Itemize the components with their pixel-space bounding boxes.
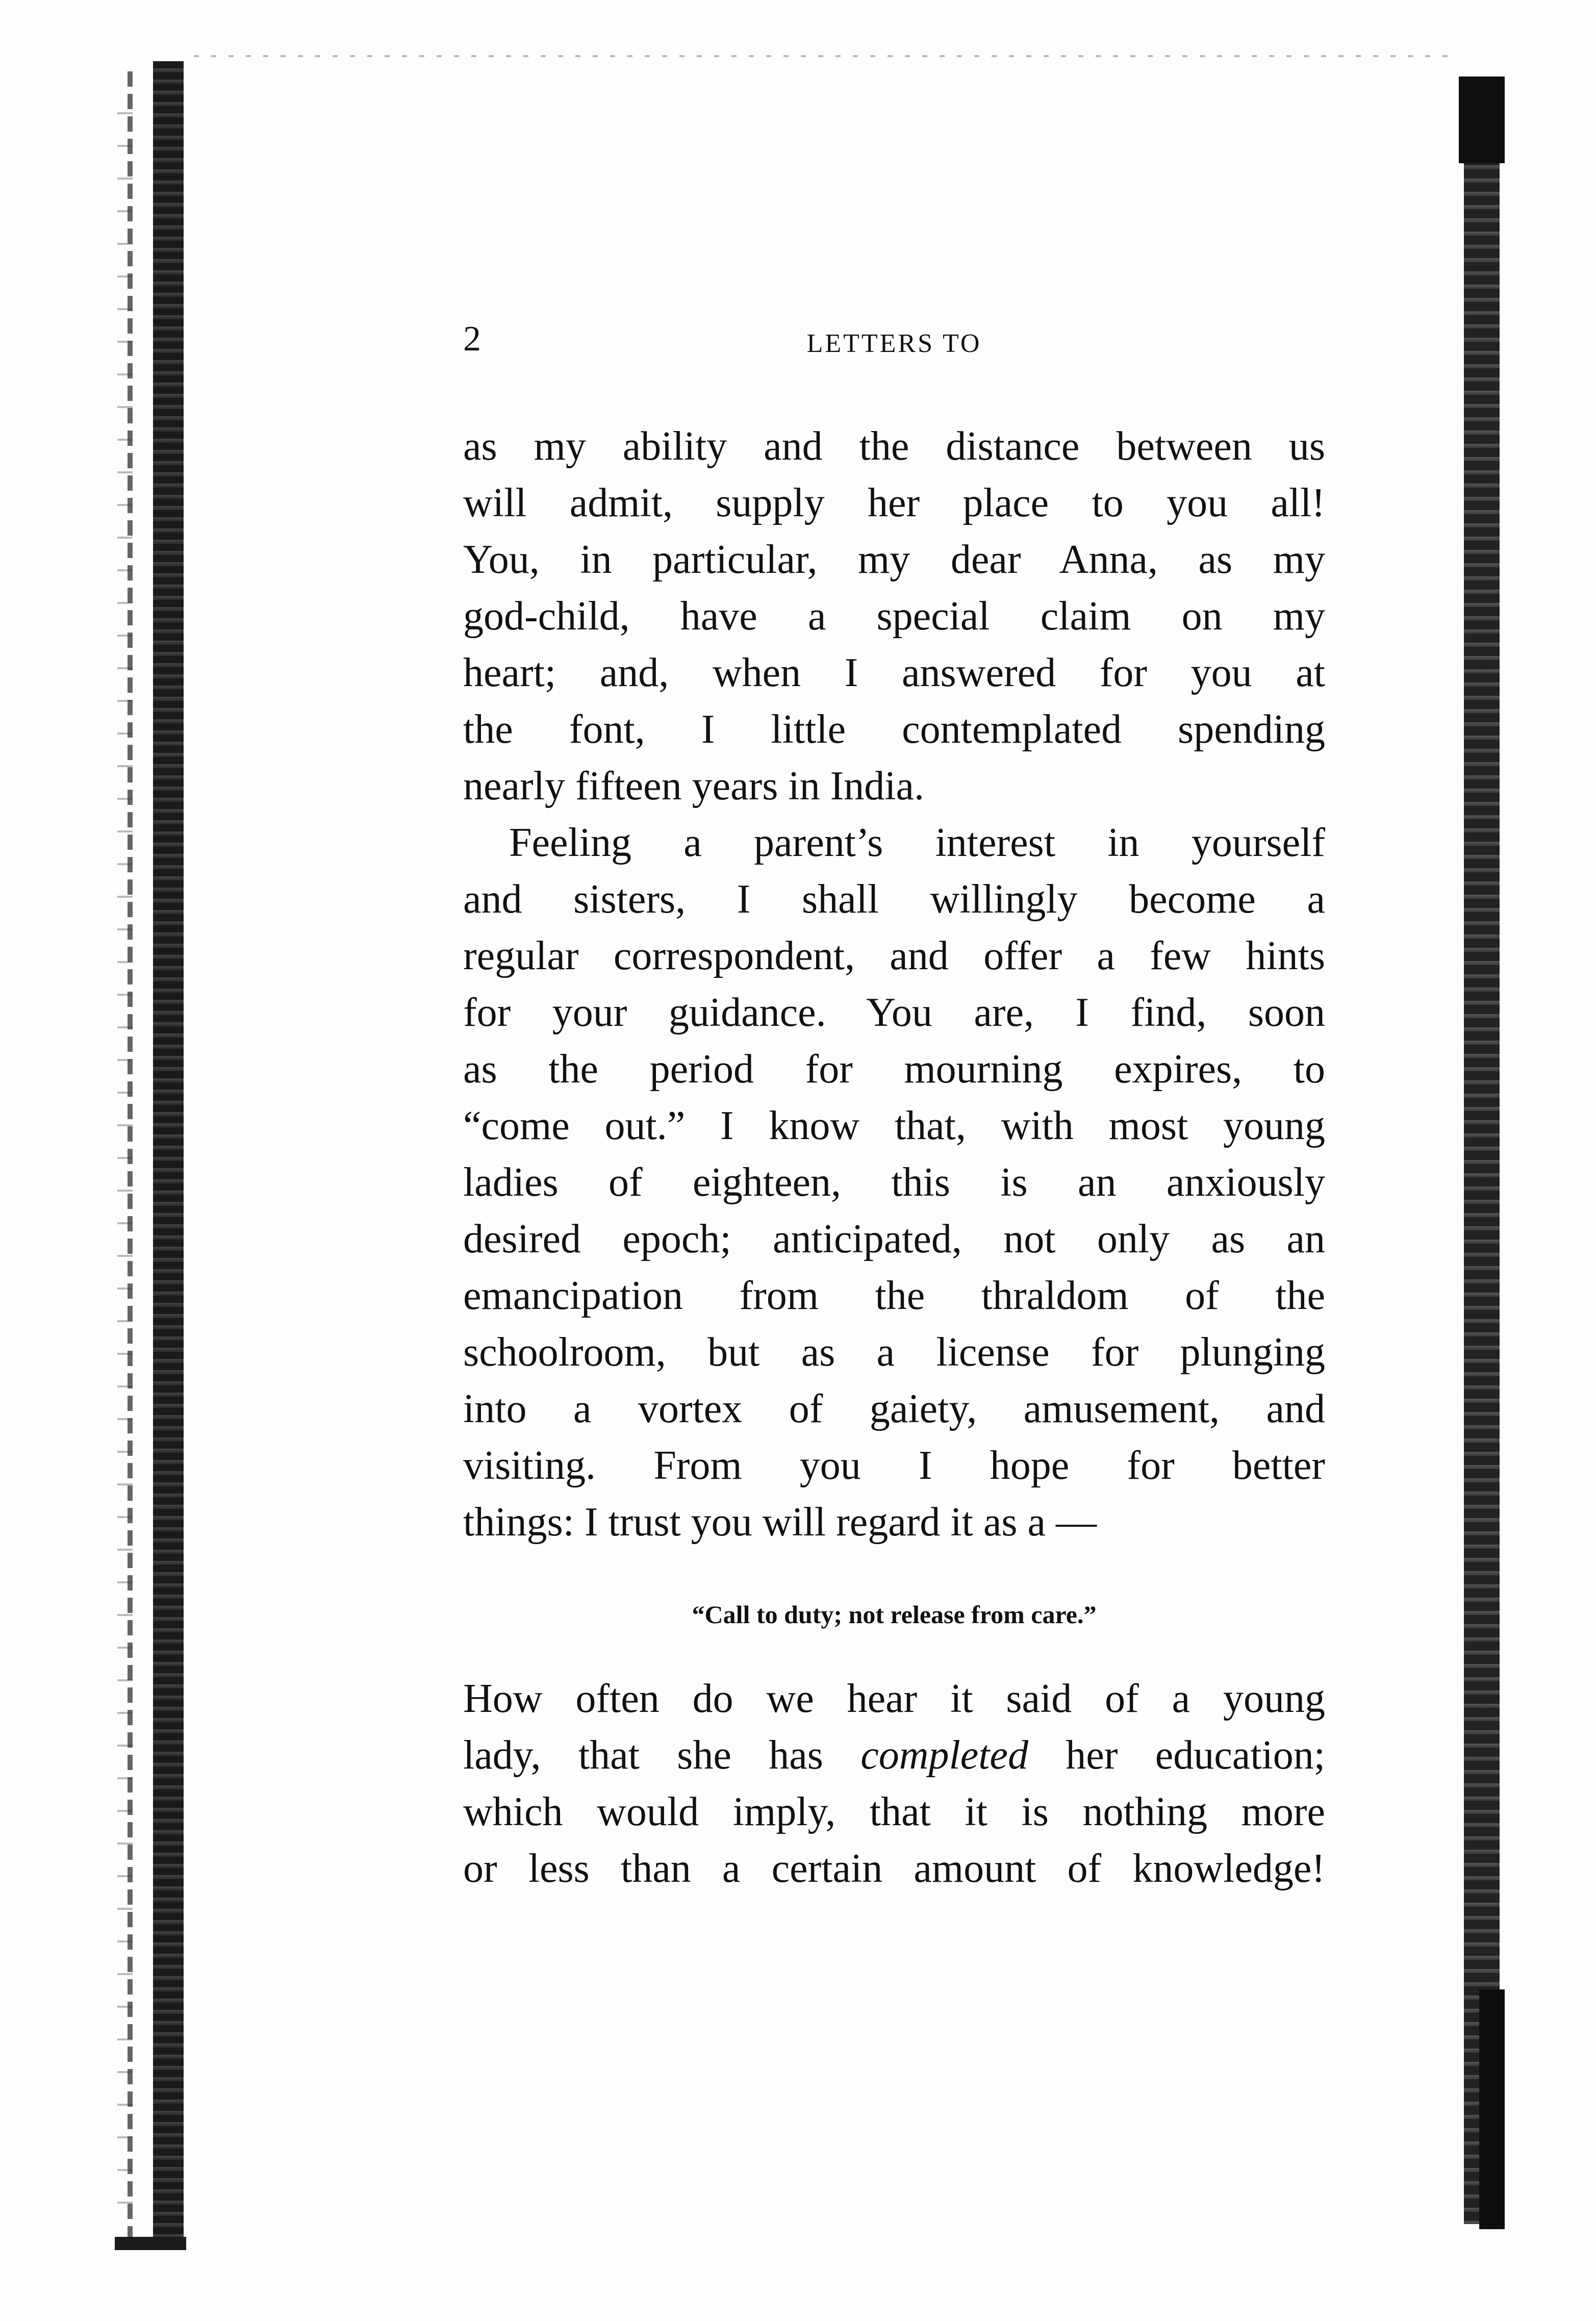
body-text-continued xyxy=(463,1671,1325,1897)
paragraph-2-line: schoolroom, but as a license for plunging xyxy=(463,1330,1325,1375)
scan-artifact-left-spine-foot xyxy=(115,2237,186,2250)
paragraph-2-line: as the period for mourning expires, to xyxy=(463,1047,1325,1092)
scan-artifact-left-spine xyxy=(153,61,184,2250)
paragraph-1-line: heart; and, when I answered for you at xyxy=(463,650,1325,695)
paragraph-2-line: visiting. From you I hope for better xyxy=(463,1443,1325,1488)
paragraph-2-line: regular correspondent, and offer a few hints xyxy=(463,934,1325,978)
paragraph-2-line: desired epoch; anticipated, not only as an xyxy=(463,1217,1325,1262)
body-text xyxy=(463,418,1325,1551)
running-head: LETTERS TO xyxy=(806,329,982,358)
paragraph-2-line: emancipation from the thraldom of the xyxy=(463,1273,1325,1318)
paragraph-1-line: god-child, have a special claim on my xyxy=(463,594,1325,639)
paragraph-2-line: ladies of eighteen, this is an anxiously xyxy=(463,1160,1325,1205)
scan-artifact-right-edge xyxy=(1464,77,1500,2224)
paragraph-3-line: How often do we hear it said of a young xyxy=(463,1676,1325,1721)
scan-artifact-top-rule xyxy=(194,55,1459,57)
paragraph-2-line: and sisters, I shall willingly become a xyxy=(463,877,1325,922)
paragraph-1-line: the font, I little contemplated spending xyxy=(463,707,1325,752)
paragraph-1-line: as my ability and the distance between us xyxy=(463,424,1325,469)
paragraph-2-line: things: I trust you will regard it as a — xyxy=(463,1500,1097,1545)
page-header xyxy=(463,321,1325,367)
scan-artifact-right-edge-bottom xyxy=(1479,1989,1505,2229)
emphasized-word: completed xyxy=(860,1733,1028,1778)
paragraph-2-line: Feeling a parent’s interest in yourself xyxy=(509,820,1325,865)
scan-artifact-right-edge-top xyxy=(1459,77,1505,163)
paragraph-2-line: for your guidance. You are, I find, soon xyxy=(463,990,1325,1035)
scan-artifact-gutter-thin xyxy=(128,71,133,2250)
paragraph-1-line: You, in particular, my dear Anna, as my xyxy=(463,537,1325,582)
paragraph-3-line: or less than a certain amount of knowledge! xyxy=(463,1846,1325,1891)
line-text: lady, that she has xyxy=(463,1733,861,1778)
epigraph-quote: “Call to duty; not release from care.” xyxy=(692,1600,1097,1629)
paragraph-3-line: which would imply, that it is nothing more xyxy=(463,1789,1325,1834)
paragraph-3-line xyxy=(463,1727,1325,1784)
page-number: 2 xyxy=(463,319,481,359)
paragraph-1-line: nearly fifteen years in India. xyxy=(463,764,925,809)
paragraph-1-line: will admit, supply her place to you all! xyxy=(463,481,1325,525)
line-text: her education; xyxy=(1028,1733,1325,1778)
paragraph-2-line: into a vortex of gaiety, amusement, and xyxy=(463,1386,1325,1431)
paragraph-2-line: “come out.” I know that, with most young xyxy=(463,1103,1325,1148)
